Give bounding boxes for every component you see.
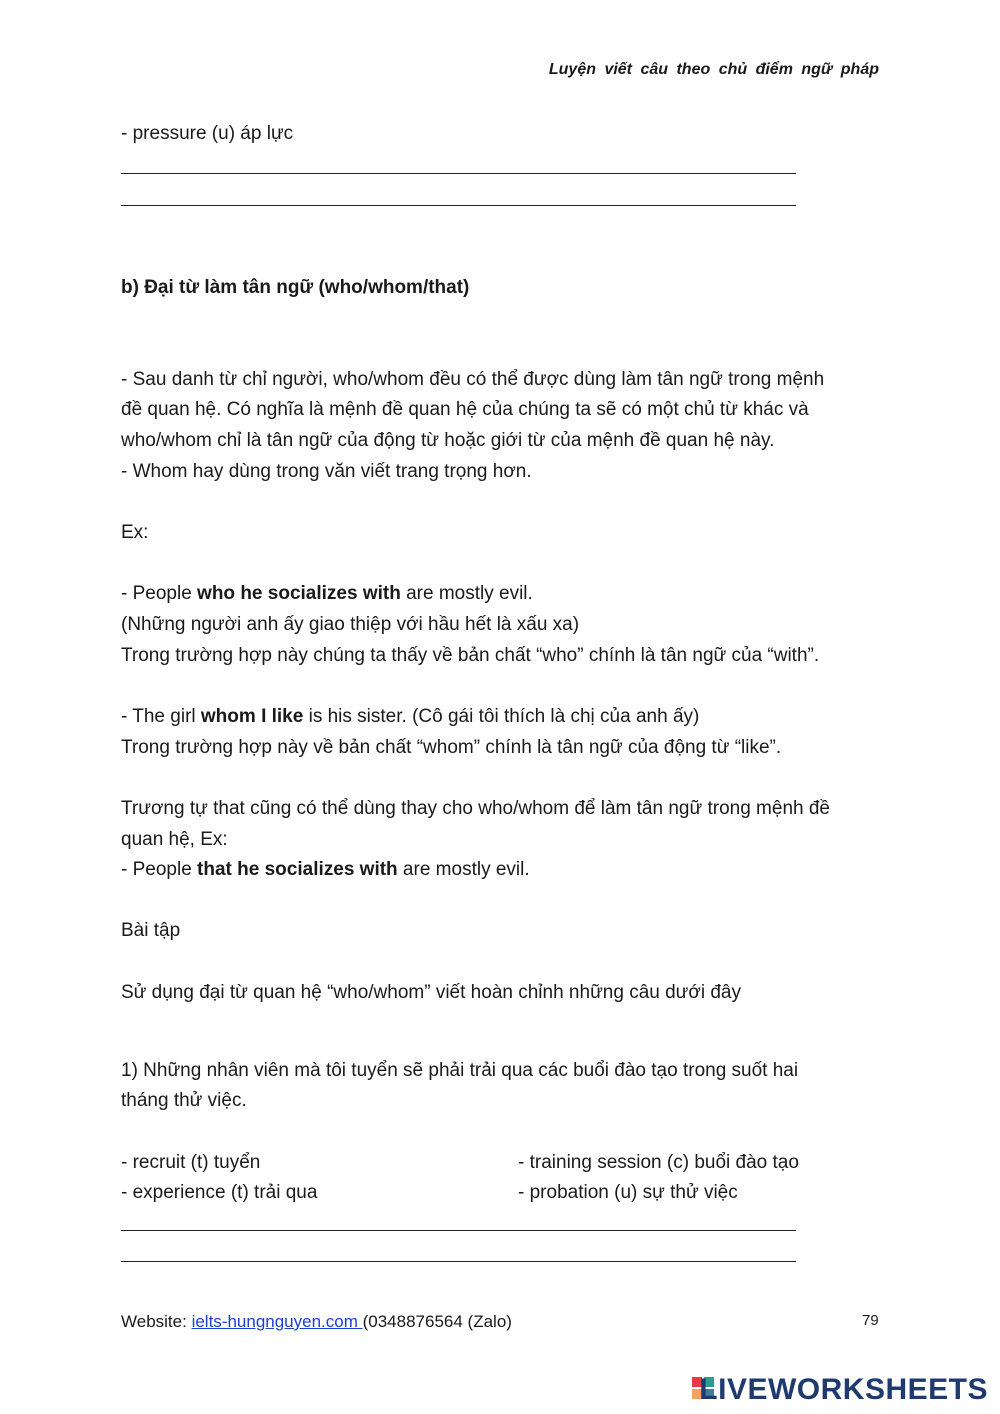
example-2-note: Trong trường hợp này về bản chất “whom” chính là tân ngữ của động từ “like”. xyxy=(121,737,782,758)
that-explanation: quan hệ, Ex: xyxy=(121,829,228,850)
vocab-item: - recruit (t) tuyển xyxy=(121,1152,261,1173)
that-explanation: Trương tự that cũng có thể dùng thay cho who/whom để làm tân ngữ trong mệnh đề xyxy=(121,798,830,819)
vocab-pressure: - pressure (u) áp lực xyxy=(121,123,294,144)
question-1: tháng thử việc. xyxy=(121,1090,247,1111)
footer-label: Website: xyxy=(121,1312,192,1331)
example-1-note: Trong trường hợp này chúng ta thấy về bản chất “who” chính là tân ngữ của “with”. xyxy=(121,645,820,666)
answer-line[interactable] xyxy=(121,1261,796,1262)
question-1: 1) Những nhân viên mà tôi tuyển sẽ phải trải qua các buổi đào tạo trong suốt hai xyxy=(121,1060,799,1081)
example-3: - People that he socializes with are mostly evil. xyxy=(121,859,530,880)
intro-line: - Whom hay dùng trong văn viết trang trọng hơn. xyxy=(121,461,532,482)
intro-line: đề quan hệ. Có nghĩa là mệnh đề quan hệ của chúng ta sẽ có một chủ từ khác và xyxy=(121,399,809,420)
liveworksheets-brand[interactable]: LIVEWORKSHEETS xyxy=(699,1373,988,1406)
example-1-translation: (Những người anh ấy giao thiệp với hầu hết là xấu xa) xyxy=(121,614,580,635)
answer-line[interactable] xyxy=(121,1230,796,1231)
footer-contact: (0348876564 (Zalo) xyxy=(362,1312,512,1331)
answer-line xyxy=(121,173,796,174)
footer xyxy=(121,1312,512,1332)
intro-line: - Sau danh từ chỉ người, who/whom đều có thể được dùng làm tân ngữ trong mệnh xyxy=(121,369,825,390)
vocab-item: - training session (c) buổi đào tạo xyxy=(518,1152,799,1173)
exercise-title: Bài tập xyxy=(121,920,181,941)
example-2: - The girl whom I like is his sister. (Cô gái tôi thích là chị của anh ấy) xyxy=(121,706,700,727)
page-number: 79 xyxy=(862,1312,879,1329)
ex-label: Ex: xyxy=(121,522,149,543)
answer-line xyxy=(121,205,796,206)
intro-line: who/whom chỉ là tân ngữ của động từ hoặc giới từ của mệnh đề quan hệ này. xyxy=(121,430,775,451)
exercise-instruction: Sử dụng đại từ quan hệ “who/whom” viết hoàn chỉnh những câu dưới đây xyxy=(121,982,741,1003)
vocab-item: - experience (t) trải qua xyxy=(121,1182,318,1203)
vocab-item: - probation (u) sự thử việc xyxy=(518,1182,738,1203)
page-header-title: Luyện viết câu theo chủ điểm ngữ pháp xyxy=(548,61,879,78)
example-1: - People who he socializes with are mostly evil. xyxy=(121,583,533,604)
website-link[interactable]: ielts-hungnguyen.com xyxy=(191,1312,363,1331)
section-heading: b) Đại từ làm tân ngữ (who/whom/that) xyxy=(121,277,470,298)
